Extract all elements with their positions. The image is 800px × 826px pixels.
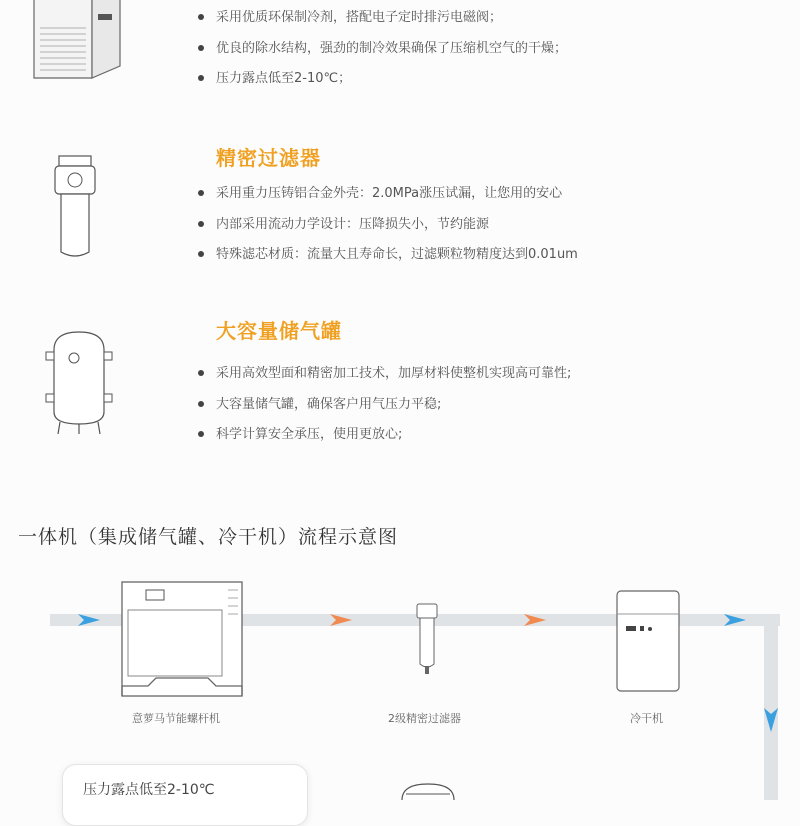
feature-item [198,213,489,232]
air-tank-illustration [44,328,114,438]
section-title-filter: 精密过滤器 [216,146,321,170]
feature-item [198,393,441,412]
section-title-tank: 大容量储气罐 [216,319,342,343]
feature-item [198,423,402,442]
caption-dryer: 冷干机 [630,712,663,725]
arrow-right-icon [724,612,746,628]
feature-text: 特殊滤芯材质：流量大且寿命长，过滤颗粒物精度达到0.01um [216,247,578,262]
feature-item [198,243,578,262]
feature-text: 大容量储气罐，确保客户用气压力平稳; [216,397,442,412]
bullet-dot [198,190,204,196]
feature-text: 采用重力压铸铝合金外壳：2.0MPa涨压试漏，让您用的安心 [216,186,563,201]
dew-point-card [62,764,308,826]
bullet-dot [198,431,204,437]
feature-item [198,6,502,25]
screw-compressor-illustration [118,578,248,706]
bullet-dot [198,45,204,51]
bullet-dot [198,14,204,20]
caption-compressor: 意萝马节能螺杆机 [132,712,220,725]
arrow-right-icon [524,612,546,628]
feature-item [198,67,351,86]
arrow-right-icon [330,612,352,628]
caption-filter: 2级精密过滤器 [388,712,461,725]
bottom-tank-illustration [398,780,458,800]
feature-text: 内部采用流动力学设计：压降损失小，节约能源 [216,217,490,232]
feature-text: 优良的除水结构，强劲的制冷效果确保了压缩机空气的干燥； [216,41,568,56]
feature-item [198,37,567,56]
feature-item [198,182,562,201]
flow-filter-illustration [414,602,440,676]
arrow-down-icon [762,708,780,732]
bullet-dot [198,370,204,376]
bullet-dot [198,401,204,407]
feature-item [198,362,571,381]
dew-point-text: 压力露点低至2-10℃ [83,782,215,798]
feature-text: 压力露点低至2-10℃； [216,71,352,86]
feature-text: 采用优质环保制冷剂，搭配电子定时排污电磁阀； [216,10,503,25]
bullet-dot [198,251,204,257]
bullet-dot [198,221,204,227]
feature-text: 采用高效型面和精密加工技术，加厚材料使整机实现高可靠性; [216,366,572,381]
bullet-dot [198,75,204,81]
arrow-right-icon [78,612,100,628]
refrigerated-dryer-illustration [28,0,128,90]
flow-diagram-title: 一体机（集成储气罐、冷干机）流程示意图 [18,526,399,548]
flow-dryer-illustration [614,588,684,694]
precision-filter-illustration [50,152,100,262]
feature-text: 科学计算安全承压，使用更放心; [216,427,403,442]
pipe-vertical [764,614,778,800]
